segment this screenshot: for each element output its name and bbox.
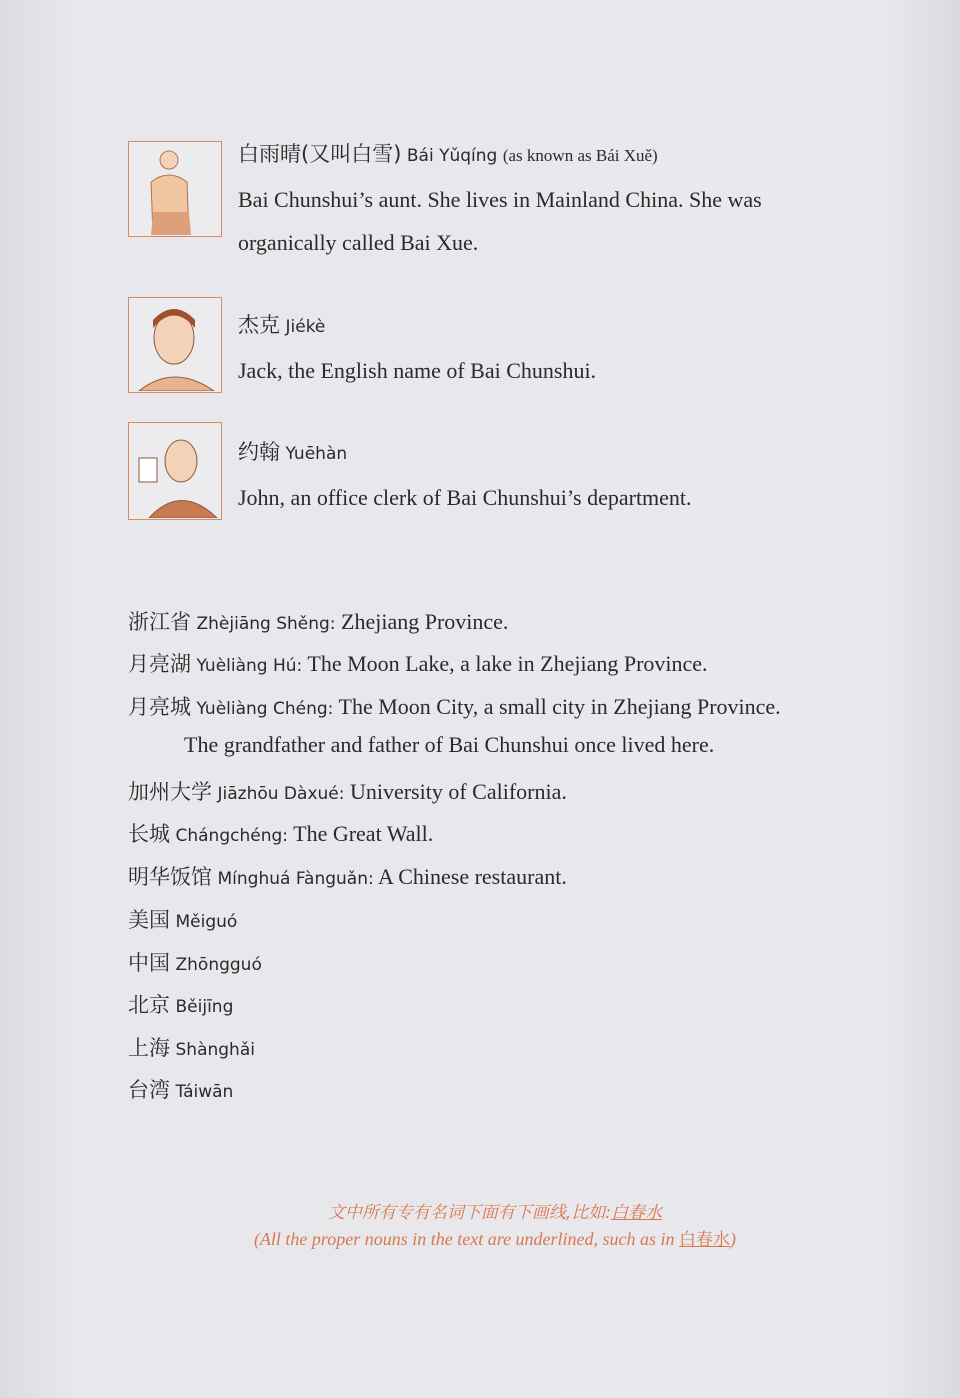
glossary-item [128,1074,233,1104]
footnote-cn-example: 白春水 [611,1203,663,1223]
glossary-cn: 月亮城 [128,695,191,719]
character-desc: organically called Bai Xue. [238,230,479,255]
glossary-pinyin: Zhōngguó [175,955,262,975]
glossary-en: Zhejiang Province. [341,609,509,634]
glossary-pinyin: Zhèjiāng Shěng: [196,614,336,634]
glossary-item [128,989,233,1019]
glossary-cn: 月亮湖 [128,652,191,676]
character-desc: Jack, the English name of Bai Chunshui. [238,358,597,383]
glossary-en: The Moon City, a small city in Zhejiang Province. [338,694,781,719]
glossary-item [128,648,708,678]
glossary-en: The Great Wall. [293,821,434,846]
footnote-en-text: (All the proper nouns in the text are underlined, such as in [253,1229,680,1249]
glossary-item [128,776,567,806]
character-name-cn: 约翰 [238,440,280,464]
glossary-pinyin: Yuèliàng Chéng: [196,699,334,719]
glossary-cn: 长城 [128,822,170,846]
character-pinyin: Bái Yǔqíng [406,146,498,166]
character-entry [238,132,762,264]
glossary-item [128,947,262,977]
character-name-cn: 杰克 [238,313,280,337]
footnote-en-example: 白春水 [679,1230,731,1250]
glossary-cn: 上海 [128,1036,170,1060]
footnote-cn-text: 文中所有专有名词下面有下画线,比如: [327,1203,612,1223]
glossary-cn: 中国 [128,951,170,975]
glossary-item [128,1032,255,1062]
glossary-item [128,904,237,934]
glossary-cn: 美国 [128,908,170,932]
footnote-cn [0,1198,960,1223]
portrait-john [128,422,222,520]
glossary-cn: 台湾 [128,1078,170,1102]
portrait-bai-yuqing [128,141,222,237]
glossary-cn: 明华饭馆 [128,865,212,889]
glossary-item [128,818,433,848]
glossary-en: A Chinese restaurant. [378,864,567,889]
glossary-item [128,861,567,891]
character-note: (as known as Bái Xuě) [502,146,658,165]
character-pinyin: Yuēhàn [285,444,348,464]
glossary-pinyin: Táiwān [175,1082,234,1102]
portrait-jack [128,297,222,393]
glossary-en: University of California. [349,779,567,804]
footnote-en-close: ) [730,1229,737,1249]
glossary-pinyin: Yuèliàng Hú: [196,656,303,676]
character-desc: Bai Chunshui’s aunt. She lives in Mainland China. She was [238,187,762,212]
glossary-pinyin: Měiguó [175,912,238,932]
glossary-item [128,606,508,636]
character-desc: John, an office clerk of Bai Chunshui’s department. [238,485,692,510]
glossary-pinyin: Mínghuá Fànguǎn: [217,869,374,889]
character-name-cn: 白雨晴(又叫白雪) [238,142,402,166]
glossary-en: The grandfather and father of Bai Chunshui once lived here. [184,732,715,757]
glossary-pinyin: Jiāzhōu Dàxué: [217,784,345,804]
glossary-pinyin: Běijīng [175,997,234,1017]
glossary-item [128,691,781,721]
glossary-en: The Moon Lake, a lake in Zhejiang Province. [307,651,708,676]
character-pinyin: Jiékè [285,317,326,337]
glossary-cn: 加州大学 [128,780,212,804]
character-entry [238,430,692,519]
glossary-pinyin: Shànghǎi [175,1040,255,1060]
glossary-item-continuation [184,732,714,758]
footnote-en [0,1225,960,1250]
glossary-cn: 北京 [128,993,170,1017]
character-entry [238,303,596,392]
glossary-pinyin: Chángchéng: [175,826,289,846]
glossary-cn: 浙江省 [128,610,191,634]
